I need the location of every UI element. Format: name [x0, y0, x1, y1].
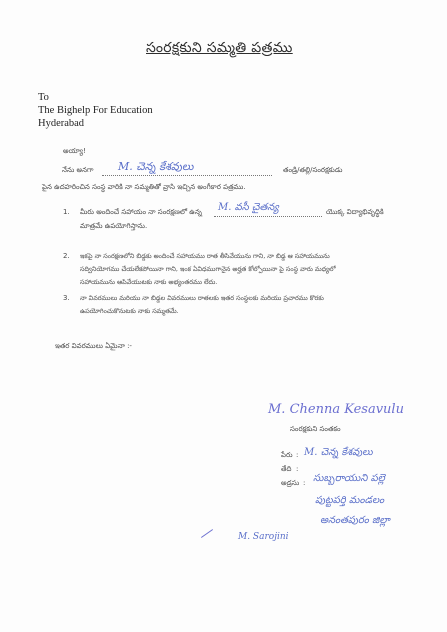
witness-pen-mark [201, 529, 213, 538]
witness-handwritten-signature: M. Sarojini [238, 532, 289, 542]
line1-handwritten-name: M. చెన్న కేశవులు [118, 160, 194, 173]
item2-line-b: సద్వినియోగము చేయలేకపోయినా గాని, ఇంక ఏవిధముగానైన అర్హత కోల్పోయినా పై సంస్థ వారు మధ్యలో [80, 265, 336, 273]
date-field-colon: : [296, 465, 299, 473]
address-handwritten-line2: పుట్టపర్తి మండలం [315, 495, 385, 506]
address-organisation: The Bighelp For Education [38, 105, 153, 116]
name-field-label: పేరు [281, 451, 293, 459]
item1-line-a-suffix: యొక్క విద్యాభివృద్ధికి [326, 208, 384, 216]
other-details-label: ఇతర వివరములు ఏమైనా :- [55, 342, 132, 350]
item1-line-a-prefix: మీరు అందించే సహాయం నా సంరక్షణలో ఉన్న [80, 208, 202, 216]
item1-line-b: మాత్రమే ఉపయోగిస్తాను. [80, 222, 148, 230]
name-field-colon: : [296, 451, 299, 459]
address-handwritten-line3: అనంతపురం జిల్లా [320, 515, 390, 526]
address-handwritten-line1: సుబ్బరాయుని పల్లె [313, 473, 385, 484]
line2-text: పైన ఉదహరించిన సంస్థ వారికి నా సమ్మతితో వ్రాసి ఇచ్చిన అంగీకార పత్రము. [42, 183, 246, 191]
item3-line-b: ఉపయోగించుకొనుటకు నాకు సమ్మతమే. [80, 307, 179, 315]
item1-handwritten-name: M. వసీ చైతన్య [218, 202, 279, 213]
item1-number: 1. [63, 208, 70, 216]
item2-number: 2. [63, 252, 70, 260]
item1-fill-dots [214, 216, 322, 217]
item3-number: 3. [63, 294, 70, 302]
line1-prefix: నేను అనగా [62, 166, 94, 174]
address-city: Hyderabad [38, 118, 85, 129]
salutation: అయ్యా! [63, 147, 86, 155]
item2-line-c: సహాయమును ఆపివేయుటకు నాకు అభ్యంతరము లేదు. [80, 278, 218, 286]
address-to: To [38, 92, 49, 103]
line1-suffix: తండ్రి/తల్లి/సంరక్షకుడు [283, 166, 343, 174]
date-field-label: తేది [281, 465, 292, 473]
guardian-handwritten-signature: M. Chenna Kesavulu [268, 402, 404, 417]
name-field-handwritten-value: M. చెన్న కేశవులు [304, 447, 373, 458]
letter-title: సంరక్షకుని సమ్మతి పత్రము [146, 40, 293, 56]
signature-caption: సంరక్షకుని సంతకం [290, 425, 341, 433]
item2-line-a: ఇకపై నా సంరక్షణలోని బిడ్డకు అందించే సహాయము రాత తీసివేయును గాని, నా బిడ్డ ఆ సహాయమును [80, 252, 330, 260]
item3-line-a: నా వివరములు మరియు నా బిడ్డల వివరములు రాతలకు ఇతర సంస్థలకు మరియు ప్రచారము కొరకు [80, 294, 324, 302]
address-field-colon: : [303, 479, 306, 487]
address-field-label: అడ్రసు [281, 479, 300, 487]
